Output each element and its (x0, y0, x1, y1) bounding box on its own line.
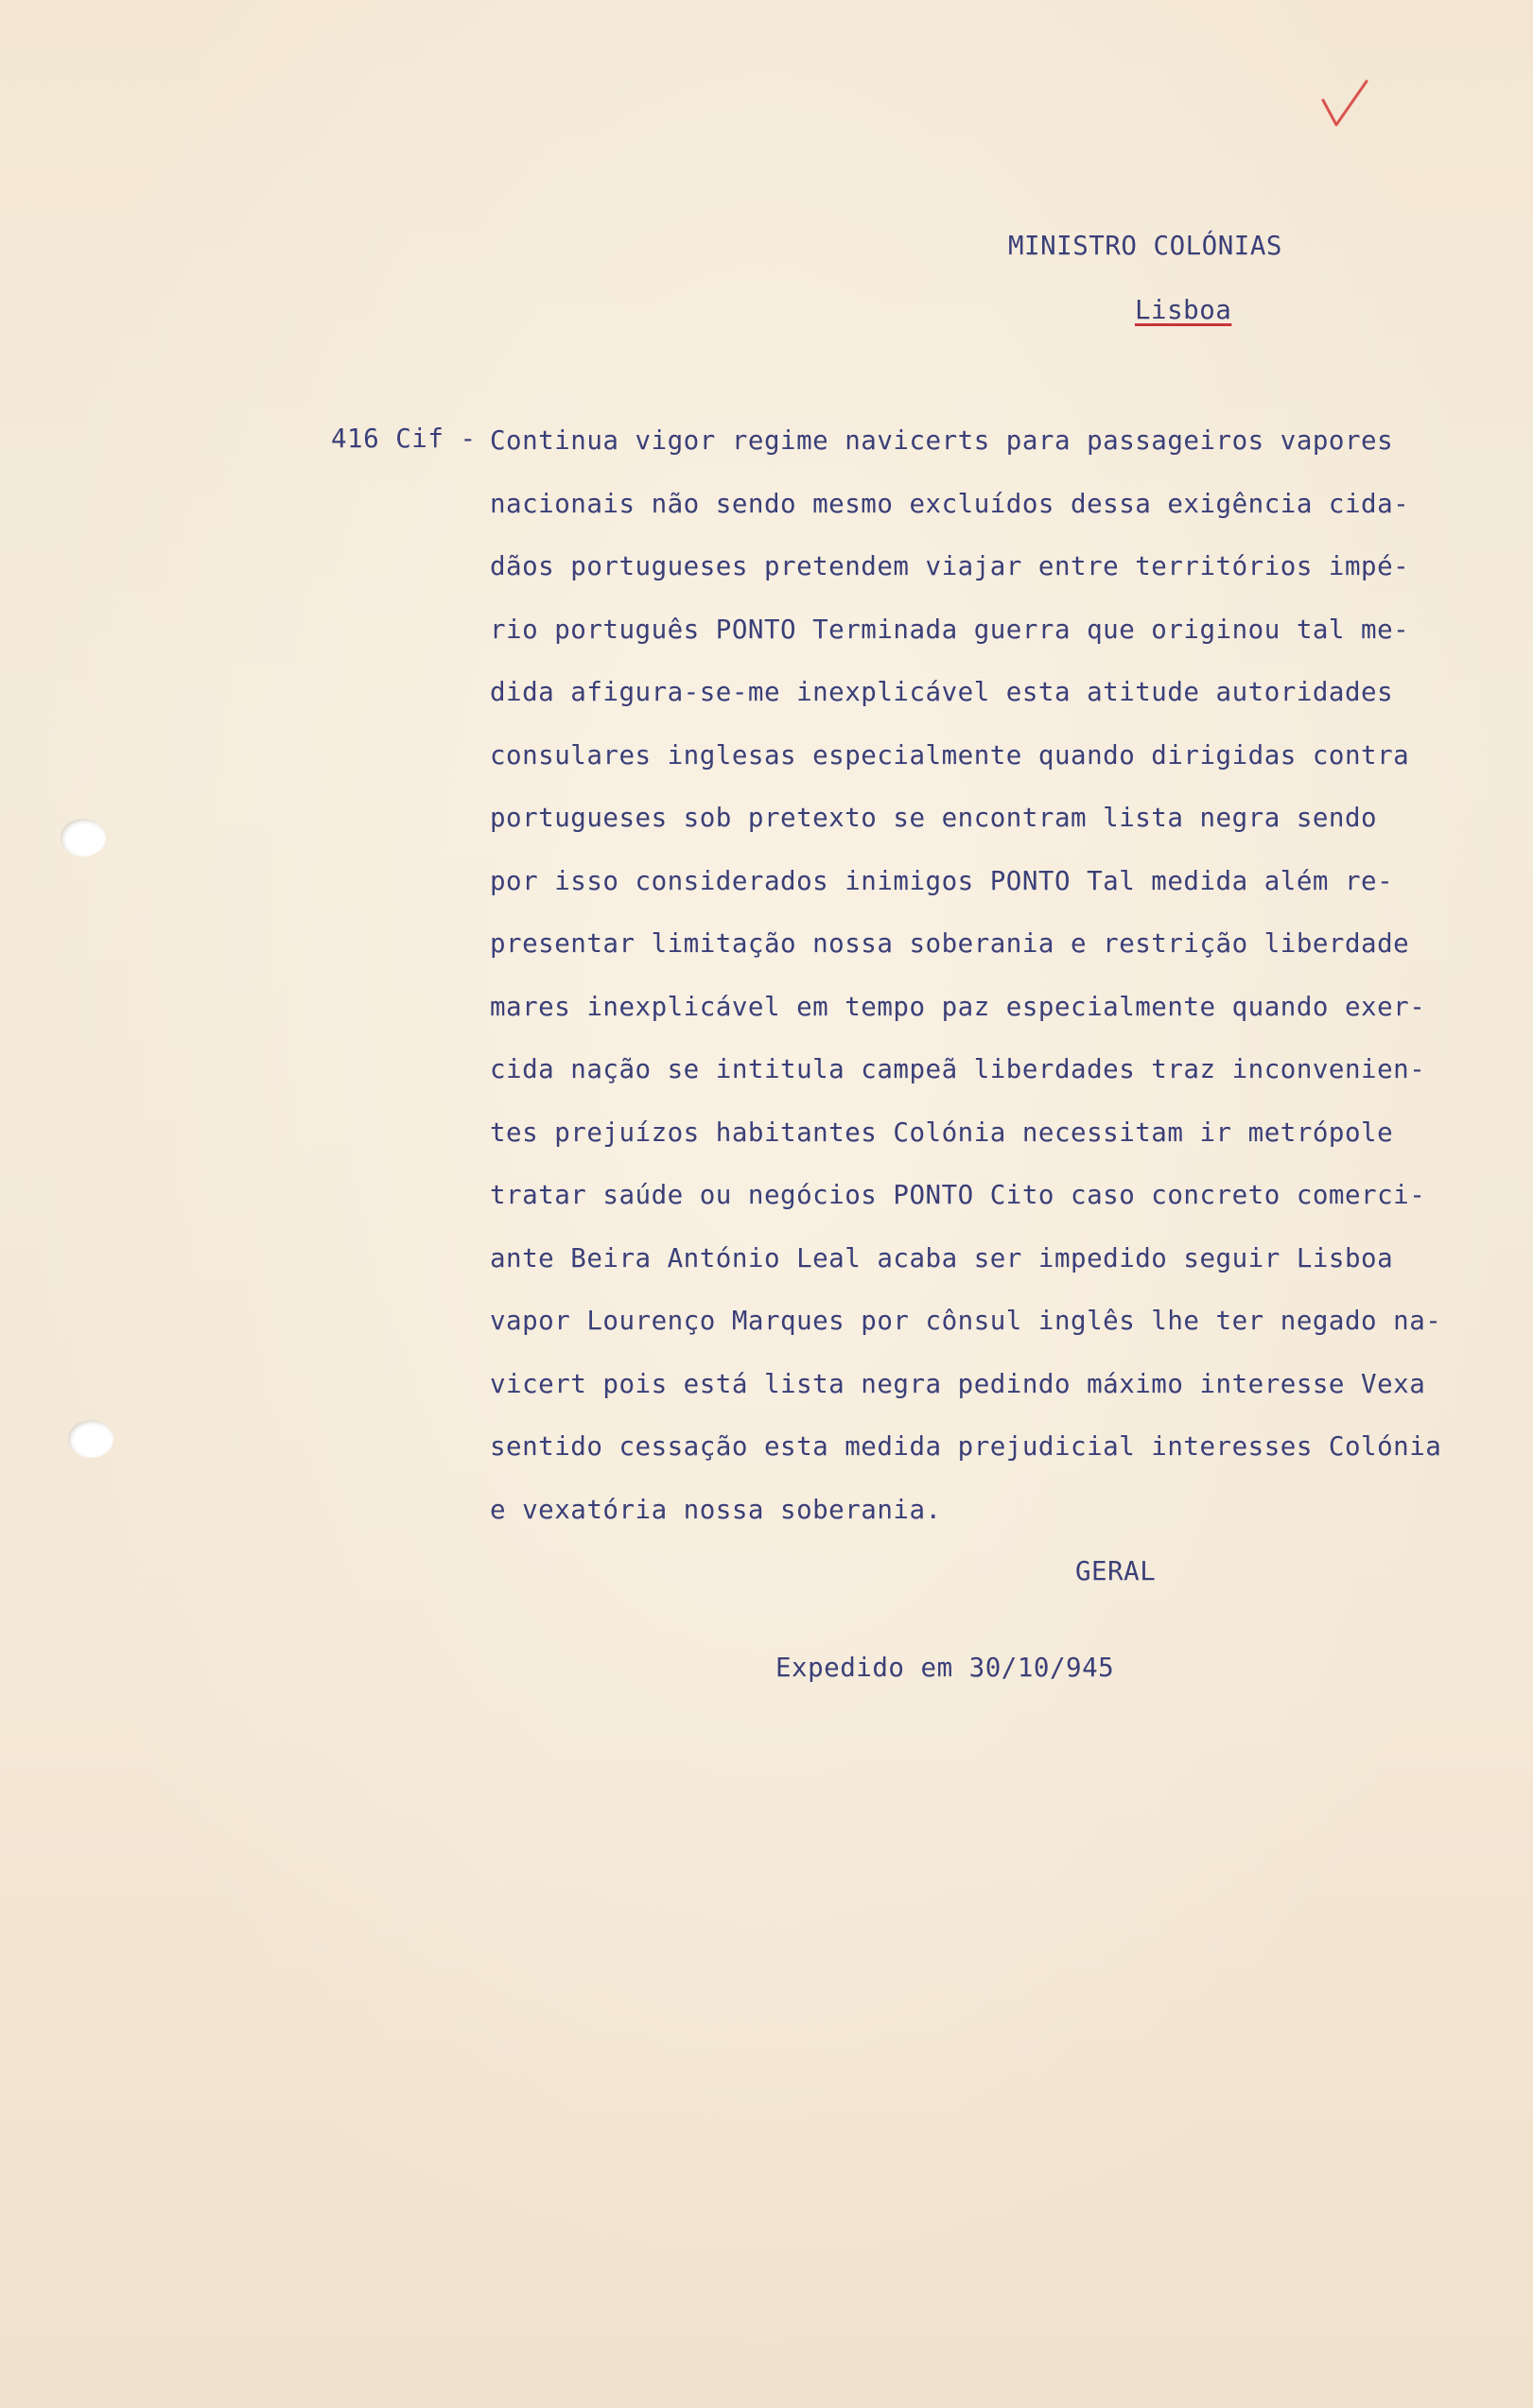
telegram-reference: 416 Cif - (331, 424, 477, 454)
body-line: presentar limitação nossa soberania e restrição liberdade (490, 928, 1410, 959)
body-line: vapor Lourenço Marques por cônsul inglês lhe ter negado na- (490, 1306, 1442, 1336)
body-line: dida afigura-se-me inexplicável esta atitude autoridades (490, 677, 1394, 707)
body-line: consulares inglesas especialmente quando dirigidas contra (490, 739, 1410, 771)
body-line: portugueses sob pretexto se encontram lista negra sendo (490, 803, 1378, 833)
body-line: Continua vigor regime navicerts para passageiros vapores (490, 425, 1394, 456)
body-line: rio português PONTO Terminada guerra que originou tal me- (490, 614, 1410, 645)
body-line: vicert pois está lista negra pedindo máximo interesse Vexa (490, 1368, 1426, 1399)
body-line: e vexatória nossa soberania. (490, 1494, 942, 1525)
recipient-city: Lisboa (1135, 295, 1232, 325)
body-line: tes prejuízos habitantes Colónia necessitam ir metrópole (490, 1117, 1394, 1148)
check-mark-icon (1319, 78, 1371, 130)
body-line: dãos portugueses pretendem viajar entre territórios impé- (490, 551, 1410, 581)
body-line: mares inexplicável em tempo paz especialmente quando exer- (490, 991, 1426, 1022)
body-line: tratar saúde ou negócios PONTO Cito caso concreto comerci- (490, 1180, 1426, 1210)
punch-hole-top (61, 819, 106, 857)
telegram-body (490, 424, 1441, 1555)
body-line: ante Beira António Leal acaba ser impedido seguir Lisboa (490, 1242, 1394, 1273)
body-line: por isso considerados inimigos PONTO Tal medida além re- (490, 865, 1394, 896)
body-line: cida nação se intitula campeã liberdades traz inconvenien- (490, 1054, 1426, 1084)
recipient-heading: MINISTRO COLÓNIAS (1008, 231, 1282, 261)
punch-hole-bottom (68, 1420, 113, 1458)
signature: GERAL (1075, 1556, 1157, 1586)
body-line: nacionais não sendo mesmo excluídos dessa exigência cida- (490, 488, 1410, 519)
dispatch-date: Expedido em 30/10/945 (775, 1653, 1115, 1683)
body-line: sentido cessação esta medida prejudicial interesses Colónia (490, 1431, 1442, 1462)
